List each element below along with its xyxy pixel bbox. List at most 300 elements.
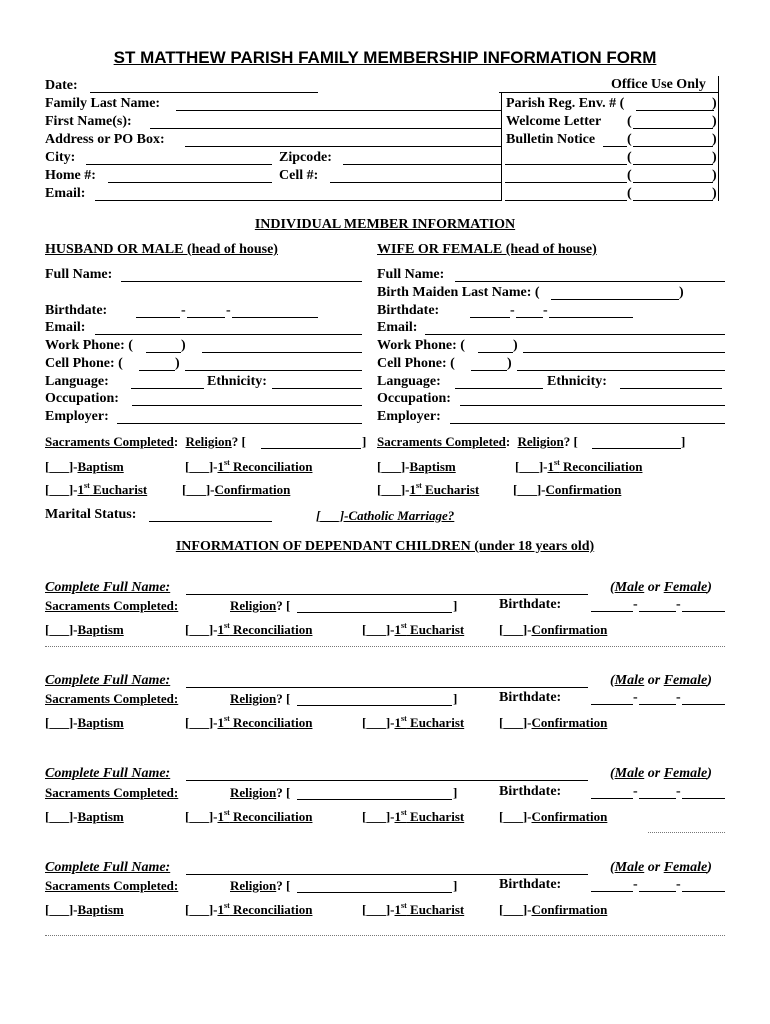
children-header: INFORMATION OF DEPENDANT CHILDREN (under 18 years old) (175, 539, 595, 554)
husband-confirmation[interactable] (182, 482, 290, 497)
baptism-label: Baptism (409, 459, 456, 474)
eucharist-label: Eucharist (410, 809, 465, 824)
ordinal: 1 (547, 459, 554, 474)
divider (45, 646, 725, 647)
wife-birth-day[interactable] (516, 317, 543, 318)
husband-ethnicity-label: Ethnicity: (207, 374, 267, 389)
eucharist-label: Eucharist (410, 902, 465, 917)
checkbox-blank: [___]- (45, 459, 78, 474)
child-birthdate-label: Birthdate: (499, 690, 562, 705)
office-blank-2b[interactable] (633, 182, 713, 183)
checkbox-blank: [___]- (185, 715, 218, 730)
wife-maiden-name-field[interactable] (551, 299, 679, 300)
paren: ) (181, 338, 186, 353)
ordinal: 1 (77, 482, 84, 497)
city-label: City: (45, 150, 76, 165)
child-sacraments-label (45, 598, 178, 613)
child-eucharist[interactable] (362, 809, 464, 824)
wife-email-field[interactable] (425, 334, 725, 335)
wife-confirmation[interactable] (513, 482, 621, 497)
ordinal: 1 (217, 809, 224, 824)
reconciliation-label: Reconciliation (233, 902, 313, 917)
bracket: [ (285, 598, 291, 613)
ordinal: 1 (217, 622, 224, 637)
wife-birth-month[interactable] (470, 317, 510, 318)
office-blank-3[interactable] (505, 200, 627, 201)
child-reconciliation[interactable] (185, 809, 312, 824)
email-label: Email: (45, 186, 86, 201)
bulletin-notice-field[interactable] (633, 146, 713, 147)
checkbox-blank: [___]- (45, 902, 78, 917)
wife-occupation-field[interactable] (460, 405, 725, 406)
checkbox-blank: [___]- (362, 622, 395, 637)
child-birth-day[interactable] (639, 704, 676, 705)
bulletin-underline (603, 146, 627, 147)
husband-cell-area-code[interactable] (139, 370, 175, 371)
child-birth-month[interactable] (591, 798, 633, 799)
child-sacraments-label (45, 785, 178, 800)
religion-label: Religion (185, 434, 232, 449)
husband-employer-label: Employer: (45, 409, 109, 424)
religion-text: Religion (230, 691, 277, 706)
dash: - (676, 690, 681, 705)
paren: ) (712, 186, 717, 201)
wife-religion-field[interactable] (592, 448, 681, 449)
ordinal-suffix: st (224, 901, 230, 910)
child-birthdate-label: Birthdate: (499, 784, 562, 799)
paren: ( (627, 168, 632, 183)
husband-birth-day[interactable] (187, 317, 225, 318)
ordinal: 1 (217, 902, 224, 917)
dash: - (510, 303, 515, 318)
ordinal: 1 (409, 482, 416, 497)
child-religion-label (230, 598, 290, 613)
first-names-field[interactable] (150, 128, 501, 129)
ordinal: 1 (394, 715, 401, 730)
marital-status-field[interactable] (149, 521, 272, 522)
baptism-label: Baptism (77, 809, 124, 824)
office-left-border (501, 93, 502, 201)
child-full-name-field[interactable] (186, 780, 588, 781)
checkbox-blank: [___]- (45, 715, 78, 730)
husband-occupation-field[interactable] (132, 405, 362, 406)
child-religion-field[interactable] (297, 892, 452, 893)
bracket: [ (573, 434, 578, 449)
child-religion-field[interactable] (297, 799, 452, 800)
husband-work-phone-field[interactable] (202, 352, 362, 353)
wife-reconciliation[interactable] (515, 459, 642, 474)
ordinal: 1 (394, 622, 401, 637)
office-use-label: Office Use Only (611, 77, 706, 92)
bulletin-notice-label: Bulletin Notice (506, 132, 596, 147)
colon: : (173, 878, 179, 893)
colon: : (173, 434, 179, 449)
child-gender[interactable]: (Male or Female) (610, 860, 712, 875)
reconciliation-label: Reconciliation (563, 459, 643, 474)
dash: - (633, 597, 638, 612)
child-birthdate-label: Birthdate: (499, 877, 562, 892)
welcome-letter-label: Welcome Letter (506, 114, 602, 129)
checkbox-blank: [___]- (362, 715, 395, 730)
or-text: or (647, 580, 661, 595)
child-birth-year[interactable] (682, 611, 725, 612)
qmark: ? (231, 434, 239, 449)
child-full-name-label: Complete Full Name: (45, 673, 171, 688)
reconciliation-label: Reconciliation (233, 459, 313, 474)
checkbox-blank: [___]- (515, 459, 548, 474)
wife-birthdate-label: Birthdate: (377, 303, 440, 318)
eucharist-label: Eucharist (410, 622, 465, 637)
checkbox-blank: [___]- (185, 809, 218, 824)
paren: ) (712, 96, 717, 111)
checkbox-blank: [___]- (45, 622, 78, 637)
child-birth-day[interactable] (639, 891, 676, 892)
paren: ( (627, 150, 632, 165)
catholic-marriage-checkbox[interactable]: [___]-Catholic Marriage? (316, 508, 455, 523)
child-full-name-label: Complete Full Name: (45, 766, 171, 781)
female-option[interactable]: Female (663, 580, 708, 595)
ordinal-suffix: st (554, 458, 560, 467)
child-birth-year[interactable] (682, 704, 725, 705)
child-confirmation[interactable] (499, 715, 607, 730)
child-baptism[interactable] (45, 902, 124, 917)
reconciliation-label: Reconciliation (233, 622, 313, 637)
husband-employer-field[interactable] (117, 423, 362, 424)
male-option[interactable]: Male (614, 673, 645, 688)
or-text: or (647, 766, 661, 781)
bracket: ] (453, 598, 458, 613)
ordinal: 1 (394, 809, 401, 824)
wife-occupation-label: Occupation: (377, 391, 451, 406)
male-option[interactable]: Male (614, 860, 645, 875)
religion-text: Religion (230, 785, 277, 800)
child-eucharist[interactable] (362, 622, 464, 637)
wife-work-area-code[interactable] (478, 352, 513, 353)
bracket: [ (285, 878, 291, 893)
husband-sacraments-row (45, 434, 246, 449)
qmark: ? (563, 434, 571, 449)
wife-cell-phone-label: Cell Phone: ( (377, 356, 455, 371)
ordinal: 1 (217, 715, 224, 730)
ordinal-suffix: st (401, 901, 407, 910)
bracket: ] (453, 785, 458, 800)
child-birth-month[interactable] (591, 611, 633, 612)
child-confirmation[interactable] (499, 809, 607, 824)
child-birth-year[interactable] (682, 798, 725, 799)
dash: - (543, 303, 548, 318)
confirmation-label: Confirmation (214, 482, 291, 497)
sacraments-label: Sacraments Completed (45, 434, 174, 449)
husband-birthdate-label: Birthdate: (45, 303, 108, 318)
bracket: ] (681, 434, 686, 449)
office-right-border (718, 76, 719, 201)
wife-employer-field[interactable] (450, 423, 725, 424)
parish-env-label: Parish Reg. Env. # ( (506, 96, 625, 111)
child-full-name-label: Complete Full Name: (45, 580, 171, 595)
city-field[interactable] (86, 164, 272, 165)
eucharist-label: Eucharist (93, 482, 148, 497)
home-phone-field[interactable] (108, 182, 272, 183)
wife-eucharist[interactable] (377, 482, 479, 497)
husband-reconciliation[interactable] (185, 459, 312, 474)
paren: ) (679, 285, 684, 300)
female-option[interactable]: Female (663, 860, 708, 875)
husband-heading: HUSBAND OR MALE (head of house) (45, 242, 278, 257)
child-baptism[interactable] (45, 809, 124, 824)
wife-employer-label: Employer: (377, 409, 441, 424)
ordinal-suffix: st (416, 481, 422, 490)
qmark: ? (276, 598, 283, 613)
checkbox-blank: [___]- (499, 902, 532, 917)
child-reconciliation[interactable] (185, 622, 312, 637)
female-option[interactable]: Female (663, 673, 708, 688)
qmark: ? (276, 878, 283, 893)
wife-email-label: Email: (377, 320, 418, 335)
child-full-name-field[interactable] (186, 687, 588, 688)
child-religion-field[interactable] (297, 705, 452, 706)
wife-maiden-name-label: Birth Maiden Last Name: ( (377, 285, 540, 300)
wife-language-label: Language: (377, 374, 441, 389)
wife-full-name-label: Full Name: (377, 267, 445, 282)
husband-full-name-label: Full Name: (45, 267, 113, 282)
child-religion-label (230, 691, 290, 706)
dash: - (181, 303, 186, 318)
colon: : (173, 598, 179, 613)
divider (45, 935, 725, 936)
checkbox-blank: [___]- (45, 809, 78, 824)
confirmation-label: Confirmation (531, 622, 608, 637)
cell-phone-field[interactable] (330, 182, 501, 183)
husband-religion-field[interactable] (261, 448, 361, 449)
date-field[interactable] (90, 92, 318, 93)
checkbox-blank: [___]- (377, 482, 410, 497)
husband-occupation-label: Occupation: (45, 391, 119, 406)
reconciliation-label: Reconciliation (233, 809, 313, 824)
female-option[interactable]: Female (663, 766, 708, 781)
child-reconciliation[interactable] (185, 902, 312, 917)
religion-label: Religion (517, 434, 564, 449)
religion-text: Religion (230, 598, 277, 613)
child-full-name-field[interactable] (186, 594, 588, 595)
child-baptism[interactable] (45, 622, 124, 637)
zipcode-label: Zipcode: (279, 150, 332, 165)
paren: ( (627, 114, 632, 129)
colon: : (505, 434, 511, 449)
husband-ethnicity-field[interactable] (272, 388, 362, 389)
colon: : (173, 691, 179, 706)
office-blank-1b[interactable] (633, 164, 713, 165)
wife-language-field[interactable] (455, 388, 543, 389)
bracket: ] (362, 434, 367, 449)
husband-email-label: Email: (45, 320, 86, 335)
child-sacraments-label (45, 878, 178, 893)
reconciliation-label: Reconciliation (233, 715, 313, 730)
address-field[interactable] (185, 146, 501, 147)
marital-status-label: Marital Status: (45, 507, 137, 522)
checkbox-blank: [___]- (513, 482, 546, 497)
divider (648, 832, 725, 833)
paren: ) (175, 356, 180, 371)
ordinal-suffix: st (224, 808, 230, 817)
wife-work-phone-label: Work Phone: ( (377, 338, 465, 353)
family-email-field[interactable] (95, 200, 501, 201)
paren: ) (712, 168, 717, 183)
child-religion-label (230, 878, 290, 893)
office-blank-1[interactable] (505, 164, 627, 165)
qmark: ? (276, 691, 283, 706)
checkbox-blank: [___]- (499, 622, 532, 637)
child-gender[interactable]: (Male or Female) (610, 580, 712, 595)
family-last-name-field[interactable] (176, 110, 501, 111)
wife-ethnicity-label: Ethnicity: (547, 374, 607, 389)
baptism-label: Baptism (77, 715, 124, 730)
sacraments-text: Sacraments Completed (45, 598, 174, 613)
wife-ethnicity-field[interactable] (620, 388, 722, 389)
husband-cell-phone-field[interactable] (185, 370, 362, 371)
ordinal: 1 (217, 459, 224, 474)
eucharist-label: Eucharist (425, 482, 480, 497)
cell-phone-label: Cell #: (279, 168, 319, 183)
husband-work-area-code[interactable] (146, 352, 181, 353)
husband-cell-phone-label: Cell Phone: ( (45, 356, 123, 371)
husband-email-field[interactable] (95, 334, 362, 335)
confirmation-label: Confirmation (531, 715, 608, 730)
qmark: ? (276, 785, 283, 800)
paren: ) (712, 150, 717, 165)
child-gender[interactable]: (Male or Female) (610, 673, 712, 688)
or-text: or (647, 860, 661, 875)
dash: - (226, 303, 231, 318)
parish-env-field[interactable] (636, 110, 714, 111)
wife-birth-year[interactable] (549, 317, 633, 318)
sacraments-text: Sacraments Completed (45, 785, 174, 800)
office-blank-2[interactable] (505, 182, 627, 183)
or-text: or (647, 673, 661, 688)
checkbox-blank: [___]- (362, 809, 395, 824)
checkbox-blank: [___]- (185, 902, 218, 917)
checkbox-blank: [___]- (362, 902, 395, 917)
wife-full-name-field[interactable] (455, 281, 725, 282)
ordinal-suffix: st (401, 714, 407, 723)
checkbox-blank: [___]- (499, 809, 532, 824)
religion-text: Religion (230, 878, 277, 893)
ordinal-suffix: st (224, 458, 230, 467)
eucharist-label: Eucharist (410, 715, 465, 730)
sacraments-text: Sacraments Completed (45, 878, 174, 893)
child-sacraments-label (45, 691, 178, 706)
bracket: [ (285, 691, 291, 706)
wife-cell-area-code[interactable] (471, 370, 507, 371)
ordinal-suffix: st (401, 808, 407, 817)
child-birthdate-label: Birthdate: (499, 597, 562, 612)
child-birth-day[interactable] (639, 611, 676, 612)
date-label: Date: (45, 78, 78, 93)
ordinal-suffix: st (224, 714, 230, 723)
dash: - (633, 784, 638, 799)
confirmation-label: Confirmation (531, 902, 608, 917)
checkbox-blank: [___]- (377, 459, 410, 474)
dash: - (633, 690, 638, 705)
paren: ) (513, 338, 518, 353)
baptism-label: Baptism (77, 459, 124, 474)
paren: ) (712, 114, 717, 129)
child-birth-year[interactable] (682, 891, 725, 892)
checkbox-blank: [___]- (185, 622, 218, 637)
dash: - (676, 877, 681, 892)
individual-header: INDIVIDUAL MEMBER INFORMATION (254, 217, 516, 232)
child-full-name-label: Complete Full Name: (45, 860, 171, 875)
child-confirmation[interactable] (499, 622, 607, 637)
child-religion-label (230, 785, 290, 800)
paren: ) (507, 356, 512, 371)
checkbox-blank: [___]- (182, 482, 215, 497)
paren: ) (712, 132, 717, 147)
dash: - (676, 597, 681, 612)
husband-baptism[interactable] (45, 459, 124, 474)
child-eucharist[interactable] (362, 902, 464, 917)
male-option[interactable]: Male (614, 580, 645, 595)
child-full-name-field[interactable] (186, 874, 588, 875)
child-gender[interactable]: (Male or Female) (610, 766, 712, 781)
checkbox-blank: [___]- (45, 482, 78, 497)
bracket: ] (453, 878, 458, 893)
husband-birth-year[interactable] (232, 317, 318, 318)
child-eucharist[interactable] (362, 715, 464, 730)
husband-birth-month[interactable] (136, 317, 180, 318)
wife-work-phone-field[interactable] (523, 352, 725, 353)
wife-heading: WIFE OR FEMALE (head of house) (377, 242, 597, 257)
sacraments-text: Sacraments Completed (45, 691, 174, 706)
child-religion-field[interactable] (297, 612, 452, 613)
husband-language-label: Language: (45, 374, 109, 389)
child-birth-month[interactable] (591, 704, 633, 705)
dash: - (633, 877, 638, 892)
checkbox-blank: [___]- (185, 459, 218, 474)
child-birth-month[interactable] (591, 891, 633, 892)
husband-language-field[interactable] (131, 388, 204, 389)
zipcode-field[interactable] (343, 164, 501, 165)
child-reconciliation[interactable] (185, 715, 312, 730)
wife-cell-phone-field[interactable] (517, 370, 725, 371)
family-last-name-label: Family Last Name: (45, 96, 161, 111)
wife-sacraments-row (377, 434, 578, 449)
husband-work-phone-label: Work Phone: ( (45, 338, 133, 353)
paren: ( (627, 186, 632, 201)
ordinal-suffix: st (224, 621, 230, 630)
bracket: [ (241, 434, 246, 449)
baptism-label: Baptism (77, 622, 124, 637)
husband-full-name-field[interactable] (121, 281, 362, 282)
address-label: Address or PO Box: (45, 132, 165, 147)
office-blank-3b[interactable] (633, 200, 713, 201)
confirmation-label: Confirmation (531, 809, 608, 824)
baptism-label: Baptism (77, 902, 124, 917)
bracket: [ (285, 785, 291, 800)
page-title: ST MATTHEW PARISH FAMILY MEMBERSHIP INFORMATION FORM (113, 48, 657, 67)
first-names-label: First Name(s): (45, 114, 132, 129)
wife-baptism[interactable] (377, 459, 456, 474)
welcome-letter-field[interactable] (633, 128, 713, 129)
husband-eucharist[interactable] (45, 482, 147, 497)
child-birth-day[interactable] (639, 798, 676, 799)
child-confirmation[interactable] (499, 902, 607, 917)
male-option[interactable]: Male (614, 766, 645, 781)
colon: : (173, 785, 179, 800)
home-phone-label: Home #: (45, 168, 96, 183)
paren: ( (627, 132, 632, 147)
dash: - (676, 784, 681, 799)
child-baptism[interactable] (45, 715, 124, 730)
